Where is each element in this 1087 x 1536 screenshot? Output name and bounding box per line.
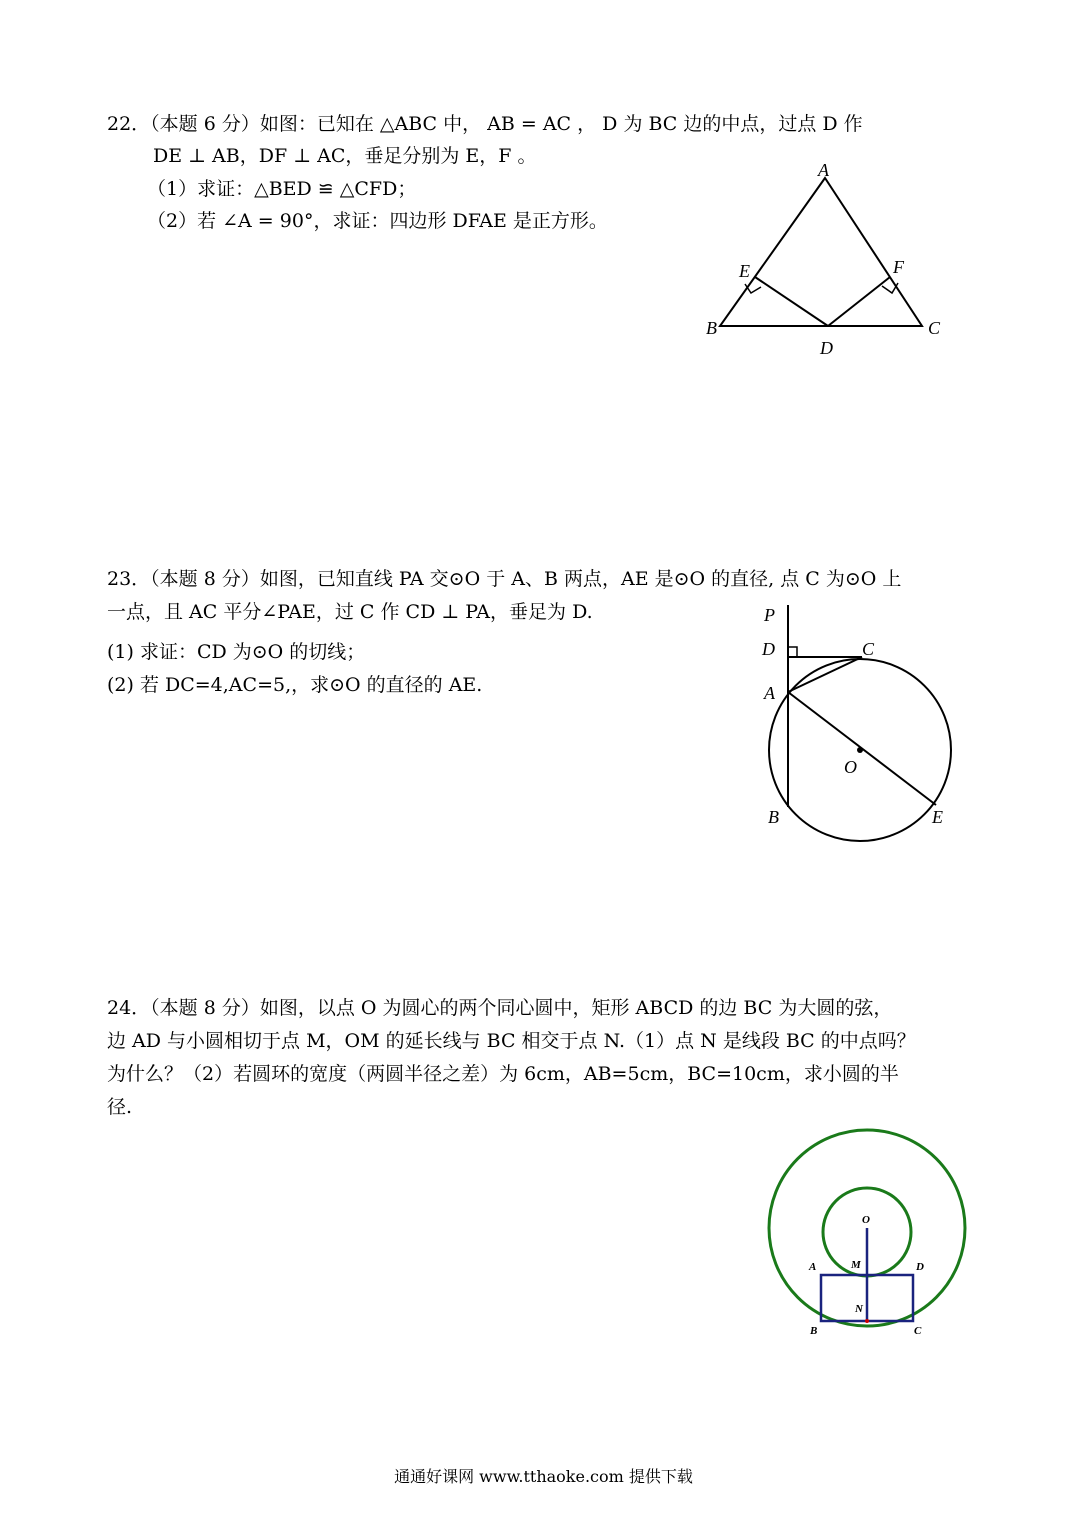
q22-part1: （1）求证：△BED ≌ △CFD； <box>147 178 417 200</box>
q22-line1: 22．（本题 6 分）如图：已知在 △ABC 中， AB = AC ， D 为 BC 边的中点，过点 D 作 <box>107 113 863 135</box>
q24-line3: 为什么？（2）若圆环的宽度（两圆半径之差）为 6cm，AB=5cm，BC=10cm，求小圆的半 <box>107 1063 899 1085</box>
q23-part1: (1) 求证：CD 为⊙O 的切线； <box>107 641 366 663</box>
q22-part2: （2）若 ∠A = 90°，求证：四边形 DFAE 是正方形。 <box>147 210 608 232</box>
q23-line1: 23．（本题 8 分）如图，已知直线 PA 交⊙O 于 A、B 两点，AE 是⊙O 的直径, 点 C 为⊙O 上 <box>107 568 902 590</box>
label-d: D <box>762 639 775 659</box>
q24-line1: 24．（本题 8 分）如图，以点 O 为圆心的两个同心圆中，矩形 ABCD 的边 BC 为大圆的弦， <box>107 997 893 1019</box>
label-o: O <box>862 1214 870 1226</box>
footer-text: 通通好课网 www.tthaoke.com 提供下载 <box>394 1467 693 1486</box>
point-n-marker <box>865 1319 869 1323</box>
label-m: M <box>851 1259 861 1271</box>
label-d: D <box>916 1261 924 1273</box>
label-c: C <box>914 1325 922 1337</box>
label-a: A <box>809 1261 817 1273</box>
label-c: C <box>928 318 941 338</box>
label-o: O <box>844 757 857 777</box>
q24-line2: 边 AD 与小圆相切于点 M，OM 的延长线与 BC 相交于点 N.（1）点 N 是线段 BC 的中点吗？ <box>107 1030 916 1052</box>
label-b: B <box>768 807 779 827</box>
label-b: B <box>810 1325 818 1337</box>
label-e: E <box>932 807 943 827</box>
label-f: F <box>893 257 904 277</box>
center-point-o <box>857 747 863 753</box>
q23-line2: 一点，且 AC 平分∠PAE，过 C 作 CD ⊥ PA，垂足为 D. <box>107 601 593 623</box>
q24-line4: 径. <box>107 1096 133 1118</box>
segment-de <box>755 277 828 326</box>
q23-part2: (2) 若 DC=4,AC=5,，求⊙O 的直径的 AE. <box>107 674 483 696</box>
q22-triangle-figure <box>690 150 960 370</box>
label-a: A <box>764 683 775 703</box>
label-a: A <box>818 160 829 180</box>
right-angle-mark-d <box>788 647 797 657</box>
q22-line2: DE ⊥ AB，DF ⊥ AC，垂足分别为 E，F 。 <box>153 145 537 167</box>
label-b: B <box>706 318 717 338</box>
q23-circle-figure <box>750 595 965 845</box>
segment-ac <box>788 657 862 692</box>
segment-df <box>828 277 890 326</box>
right-angle-mark-e <box>745 284 761 293</box>
label-n: N <box>855 1303 863 1315</box>
q24-concentric-circles-figure <box>762 1128 972 1343</box>
triangle-abc <box>720 178 922 326</box>
label-d: D <box>820 338 833 358</box>
label-p: P <box>764 605 775 625</box>
label-e: E <box>739 261 750 281</box>
label-c: C <box>862 639 875 659</box>
